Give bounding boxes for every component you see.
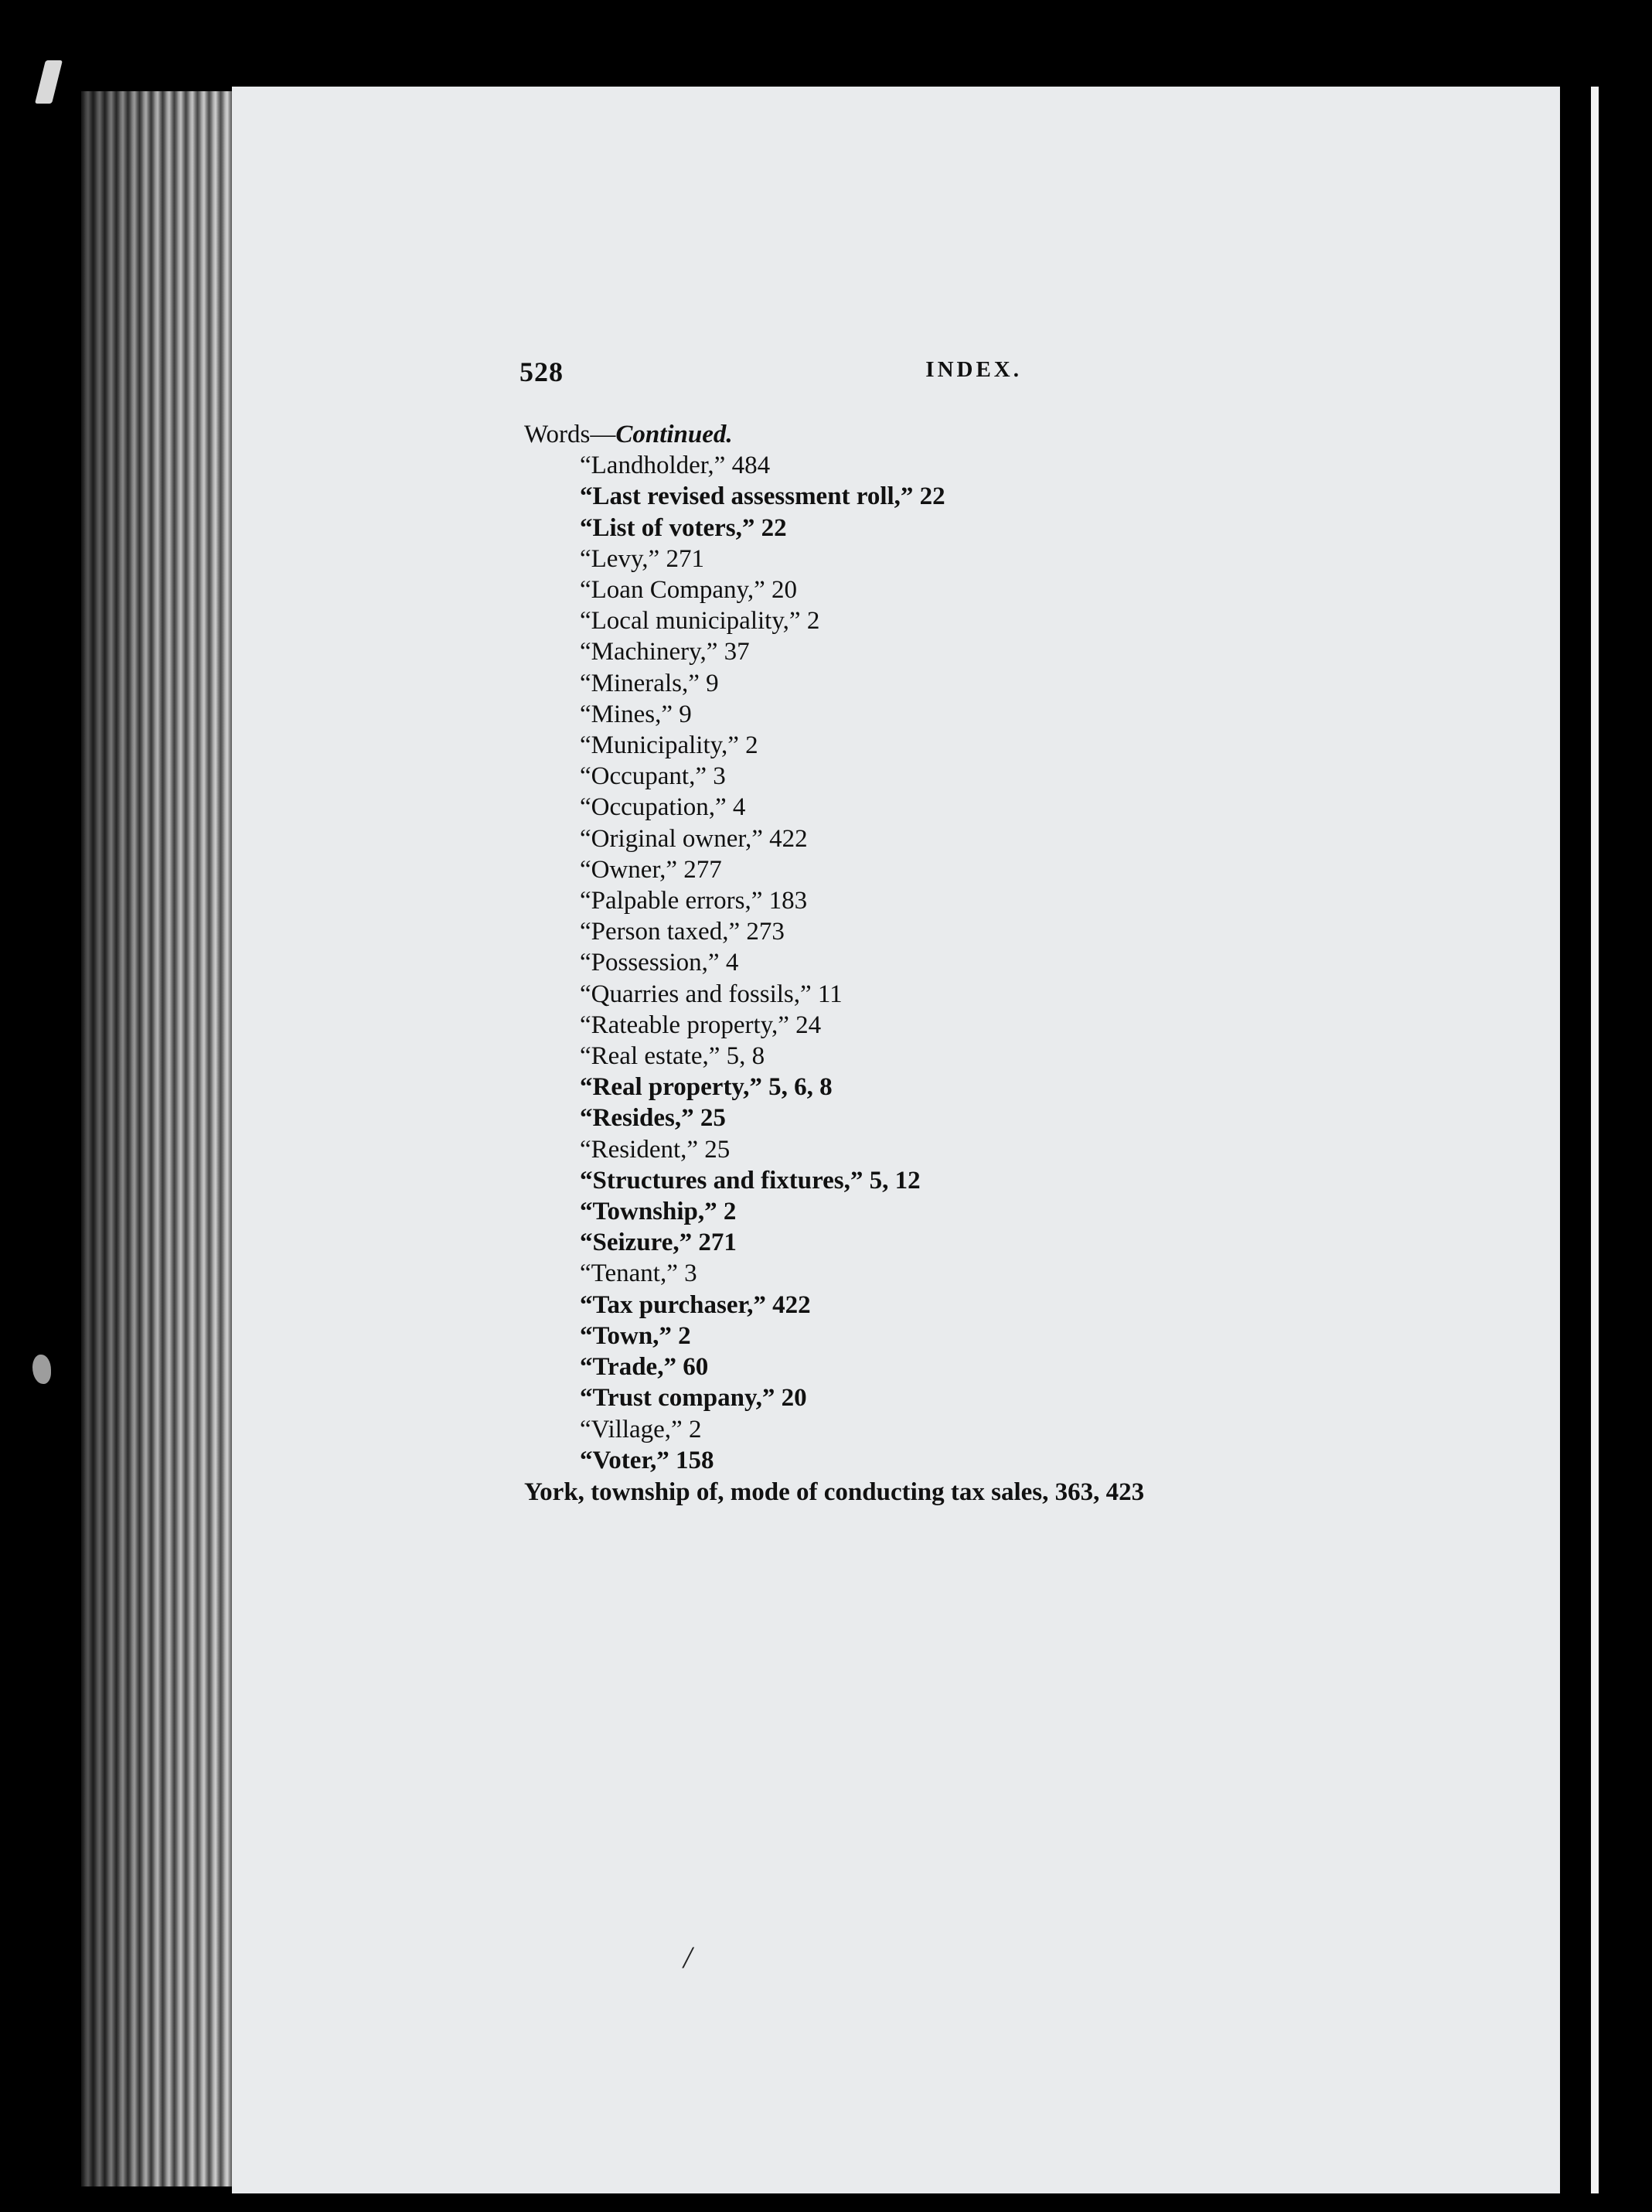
index-entry: “Minerals,” 9 [580,669,719,697]
index-entry: “Occupant,” 3 [580,762,726,791]
index-entry: “Loan Company,” 20 [580,576,798,605]
index-entry: “Seizure,” 271 [580,1229,737,1257]
index-heading-continued: Continued. [615,421,733,448]
index-entry: “Township,” 2 [580,1198,737,1226]
index-entry: “Original owner,” 422 [580,824,808,853]
index-entry: “Last revised assessment roll,” 22 [580,482,945,511]
corner-mark [35,60,63,104]
index-entry: “Person taxed,” 273 [580,918,785,946]
index-heading [524,419,1297,450]
side-blot [32,1355,51,1384]
index-entry: “Possession,” 4 [580,949,739,977]
index-entry: “Real estate,” 5, 8 [580,1042,765,1071]
index-entry: “Owner,” 277 [580,855,722,884]
page-header [519,356,1022,394]
index-entry: “Resident,” 25 [580,1135,731,1164]
index-entry: “Village,” 2 [580,1415,702,1443]
index-entry: “Trade,” 60 [580,1353,709,1382]
index-entry: “Trust company,” 20 [580,1384,807,1413]
index-entry: “Structures and fixtures,” 5, 12 [580,1166,921,1195]
page-right-edge [1591,87,1599,2193]
index-entry: “Machinery,” 37 [580,638,750,666]
page-edges-shadow [81,91,240,2186]
index-entries [524,450,1297,1476]
index-entry: “Tax purchaser,” 422 [580,1290,811,1319]
running-head: INDEX. [925,357,1022,382]
index-entry: “Levy,” 271 [580,544,704,573]
stray-mark: / [683,1940,693,1975]
index-entry: “Local municipality,” 2 [580,607,820,636]
index-entry: “Rateable property,” 24 [580,1011,822,1039]
index-entry: “Voter,” 158 [580,1446,714,1474]
index-entry: “Mines,” 9 [580,700,692,728]
index-heading-word: Words— [524,421,616,448]
index-entry: “Occupation,” 4 [580,793,746,822]
page-number: 528 [519,356,564,387]
index-entry: “Quarries and fossils,” 11 [580,980,843,1008]
index-entry: “Resides,” 25 [580,1104,726,1133]
index-entry: “Town,” 2 [580,1321,691,1350]
index-entry: “Landholder,” 484 [580,452,771,480]
index-entry: “Real property,” 5, 6, 8 [580,1073,833,1102]
index-entry: “Tenant,” 3 [580,1259,697,1288]
index-entry: “Palpable errors,” 183 [580,887,808,915]
index-entry-york: York, township of, mode of conducting tax sales, 363, 423 [524,1478,1145,1506]
index-entry: “List of voters,” 22 [580,513,787,542]
index-body [524,419,1297,1508]
index-entry: “Municipality,” 2 [580,731,758,760]
